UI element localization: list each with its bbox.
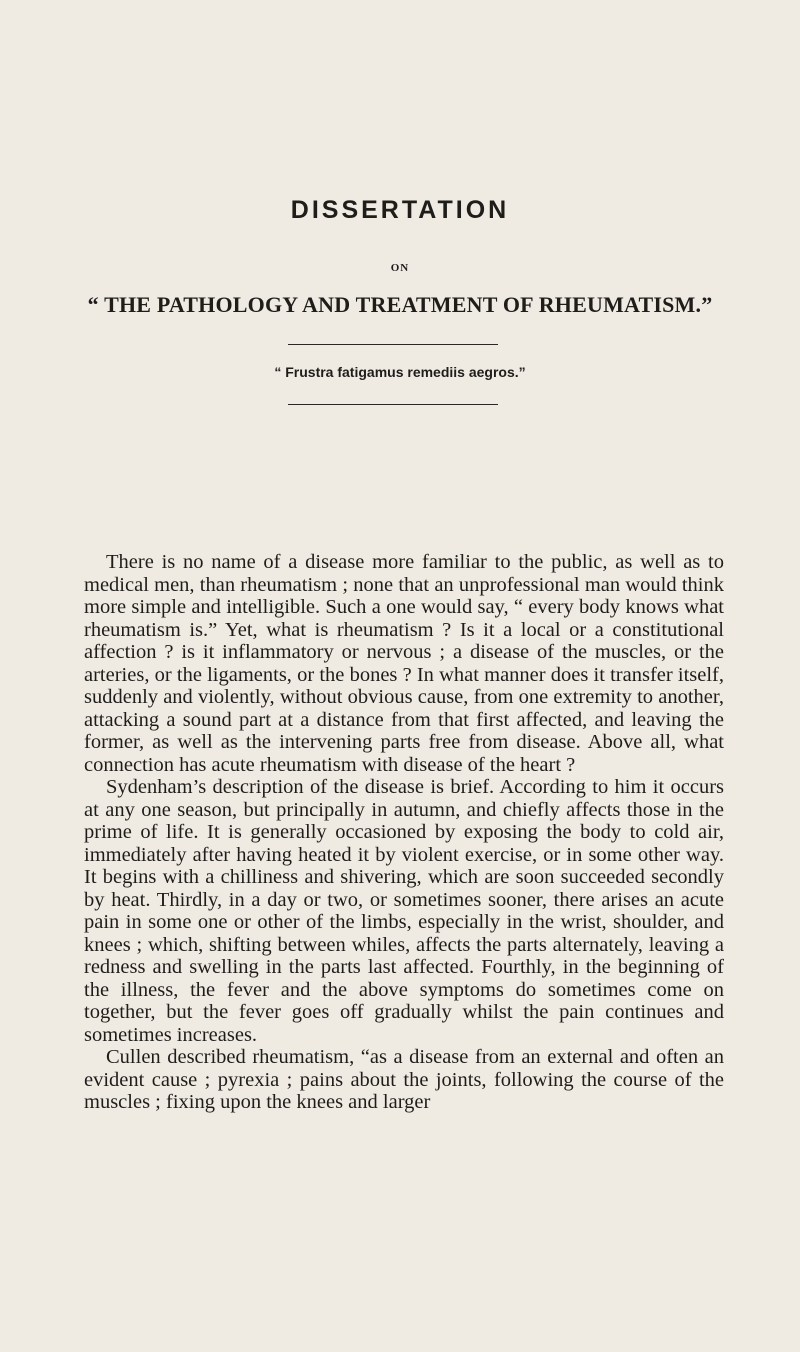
title-connector: ON bbox=[390, 262, 410, 274]
paragraph: There is no name of a disease more familiar to the public, as well as to medical men, than rheumatism ; none that an unprofessional man would think more simple and intelligible. Such a one would say, “ every body knows what rheumatism is.” Yet, what is rheumatism ? Is it a local or a constitutional affection ? is it inflammatory or nervous ; a disease of the muscles, or the arteries, or the ligaments, or the bones ? In what manner does it transfer itself, suddenly and violently, without obvious cause, from one extremity to another, attacking a sound part at a distance from that first affected, and leaving the former, as well as the intervening parts free from disease. Above all, what connection has acute rheumatism with disease of the heart ? bbox=[84, 551, 724, 776]
document-title: DISSERTATION bbox=[290, 196, 510, 224]
document-subtitle: “ THE PATHOLOGY AND TREATMENT OF RHEUMATISM.” bbox=[87, 292, 713, 317]
epigraph: “ Frustra fatigamus remediis aegros.” bbox=[274, 364, 526, 380]
divider-top bbox=[288, 344, 498, 345]
divider-bottom bbox=[288, 404, 498, 405]
body-text bbox=[84, 551, 724, 1114]
paragraph: Cullen described rheumatism, “as a disease from an external and often an evident cause ; pyrexia ; pains about the joints, following the course of the muscles ; fixing upon the knees and larger bbox=[84, 1046, 724, 1113]
paragraph: Sydenham’s description of the disease is brief. According to him it occurs at any one season, but principally in autumn, and chiefly affects those in the prime of life. It is generally occasioned by exposing the body to cold air, immediately after having heated it by violent exercise, or in some other way. It begins with a chilliness and shivering, which are soon succeeded secondly by heat. Thirdly, in a day or two, or sometimes sooner, there arises an acute pain in some one or other of the limbs, especially in the wrist, shoulder, and knees ; which, shifting between whiles, affects the parts alternately, leaving a redness and swelling in the parts last affected. Fourthly, in the beginning of the illness, the fever and the above symptoms do sometimes come on together, but the fever goes off gradually whilst the pain continues and sometimes increases. bbox=[84, 776, 724, 1046]
